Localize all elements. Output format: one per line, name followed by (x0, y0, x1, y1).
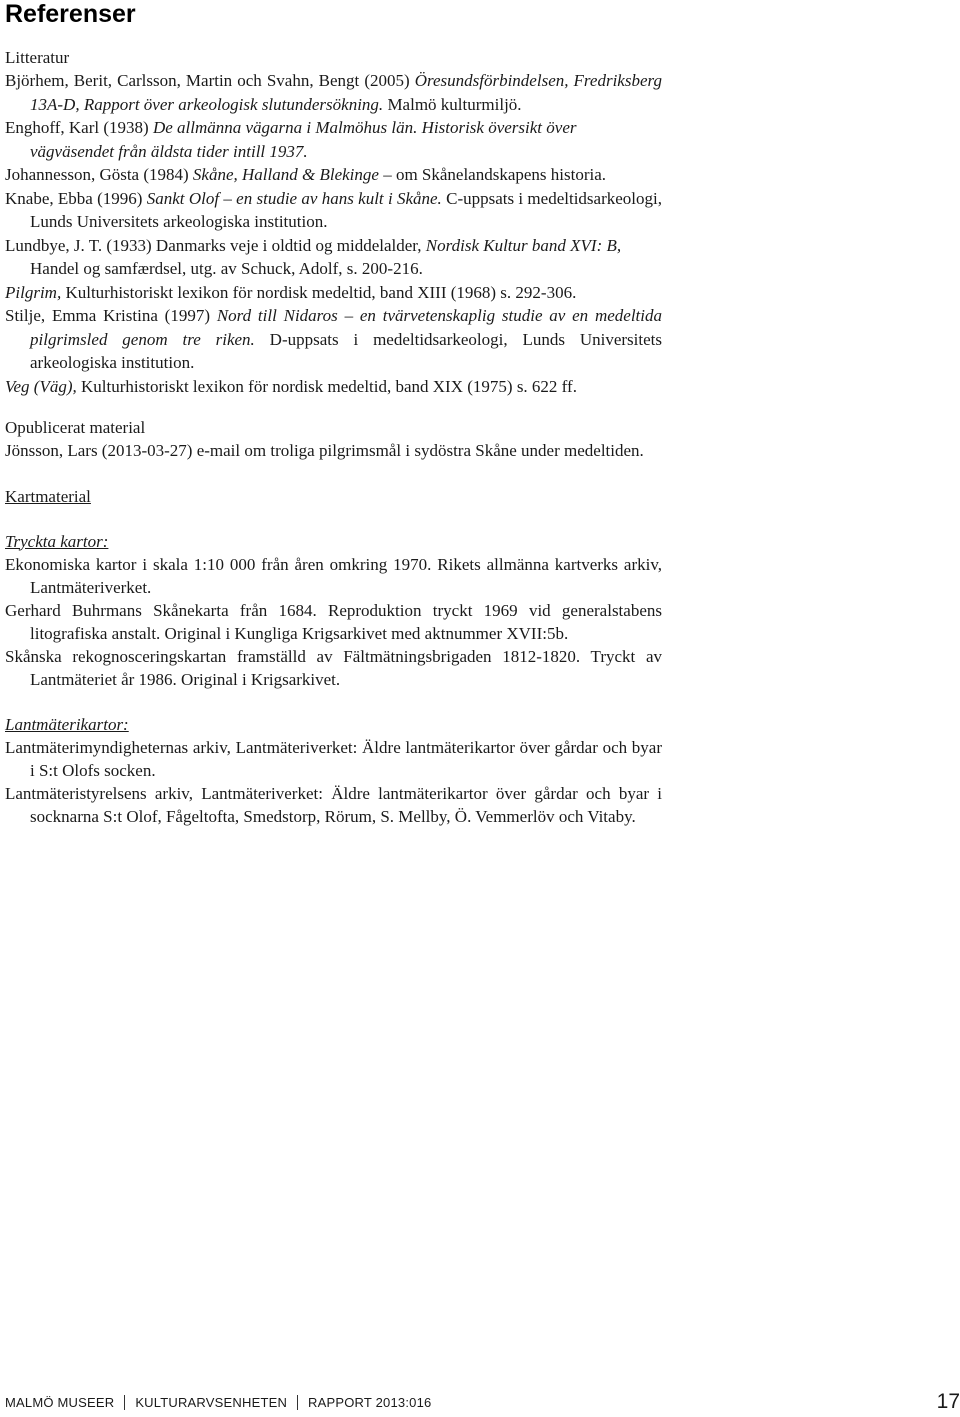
section-heading-litteratur: Litteratur (5, 48, 70, 67)
entry-text: Malmö kulturmiljö. (383, 94, 522, 114)
entry-title: Sankt Olof – en studie av hans kult i Skåne. (146, 188, 442, 208)
entry-title: Nord till Nidaros – en tvärvetenskaplig studie av en medeltida pilgrimsled genom tre riken. (30, 306, 663, 349)
page-number: 17 (936, 1390, 960, 1413)
entry-text: Handel og samfærdsel, utg. av Schuck, Adolf, s. 200-216. (30, 259, 423, 278)
reference-entry: Skånska rekognosceringskartan framställd av Fältmätningsbrigaden 1812-1820. Tryckt av Lantmäteriet år 1986. Original i Krigsarkivet. (5, 646, 662, 689)
entry-text: Johannesson, Gösta (1984) (5, 165, 193, 184)
reference-entry (5, 234, 662, 281)
entry-text: Stilje, Emma Kristina (1997) (5, 306, 217, 325)
entry-text: – om Skånelandskapens historia. (378, 165, 607, 184)
entry-text: Kulturhistoriskt lexikon för nordisk medeltid, band XIII (1968) s. 292-306. (61, 282, 577, 302)
entry-title: Pilgrim, (5, 282, 62, 302)
spacer (5, 508, 662, 531)
reference-entry: Lantmäterimyndigheternas arkiv, Lantmäteriverket: Äldre lantmäterikartor över gårdar och byar i S:t Olofs socken. (5, 737, 662, 780)
reference-entry (5, 187, 662, 234)
entry-text: Kulturhistoriskt lexikon för nordisk medeltid, band XIX (1975) s. 622 ff. (76, 376, 577, 396)
section-heading-opublicerat: Opublicerat material (5, 418, 146, 437)
reference-entry (5, 163, 662, 187)
page-footer (5, 1395, 960, 1410)
subheading-tryckta-kartor: Tryckta kartor: (5, 531, 109, 551)
reference-entry (5, 375, 662, 399)
entry-text: D-uppsats i medeltidsarkeologi, Lunds Universitets arkeologiska institution. (30, 329, 662, 372)
page-title: Referenser (5, 0, 136, 28)
footer-separator (124, 1395, 125, 1410)
reference-entry: Lantmäteristyrelsens arkiv, Lantmäteriverket: Äldre lantmäterikartor över gårdar och byar i socknarna S:t Olof, Fågeltofta, Smedstorp, Rörum, S. Mellby, Ö. Vemmerlöv och Vitaby. (5, 783, 662, 826)
entry-title: Öresundsförbindelsen, Fredriksberg 13A-D, Rapport över arkeologisk slutundersökning. (30, 71, 662, 114)
spacer (5, 398, 662, 417)
entry-text: Enghoff, Karl (1938) (5, 118, 153, 137)
entry-title: Skåne, Halland & Blekinge (192, 165, 379, 184)
footer-publisher: MALMÖ MUSEER (5, 1395, 115, 1410)
spacer (5, 463, 662, 486)
reference-entry (5, 69, 662, 116)
entry-title: De allmänna vägarna i Malmöhus län. Historisk översikt över vägväsendet från äldsta tider intill 1937. (30, 118, 577, 161)
entry-text: C-uppsats i medeltidsarkeologi, Lunds Universitets arkeologiska institution. (30, 188, 662, 231)
entry-title: Veg (Väg), (5, 376, 77, 396)
footer-separator (297, 1395, 298, 1410)
reference-entry: Jönsson, Lars (2013-03-27) e-mail om troliga pilgrimsmål i sydöstra Skåne under medeltiden. (5, 441, 644, 460)
entry-title: Nordisk Kultur band XVI: B, (425, 235, 622, 255)
reference-entry (5, 304, 662, 375)
reference-list (5, 47, 662, 828)
entry-text: Knabe, Ebba (1996) (5, 188, 147, 208)
reference-entry: Ekonomiska kartor i skala 1:10 000 från åren omkring 1970. Rikets allmänna kartverks arkiv, Lantmäteriverket. (5, 554, 662, 597)
footer-department: KULTURARVSENHETEN (135, 1395, 288, 1410)
entry-text: Lundbye, J. T. (1933) Danmarks veje i oldtid og middelalder, (5, 235, 426, 255)
reference-entry (5, 281, 662, 305)
reference-entry (5, 116, 662, 163)
section-heading-kartmaterial: Kartmaterial (5, 486, 91, 506)
footer-report-id: RAPPORT 2013:016 (308, 1395, 432, 1410)
subheading-lantmaterikartor: Lantmäterikartor: (5, 714, 129, 734)
entry-text: Björhem, Berit, Carlsson, Martin och Svahn, Bengt (2005) (5, 71, 415, 90)
spacer (5, 691, 662, 714)
reference-entry: Gerhard Buhrmans Skånekarta från 1684. Reproduktion tryckt 1969 vid generalstabens litografiska anstalt. Original i Kungliga Krigsarkivet med aktnummer XVII:5b. (5, 600, 662, 643)
